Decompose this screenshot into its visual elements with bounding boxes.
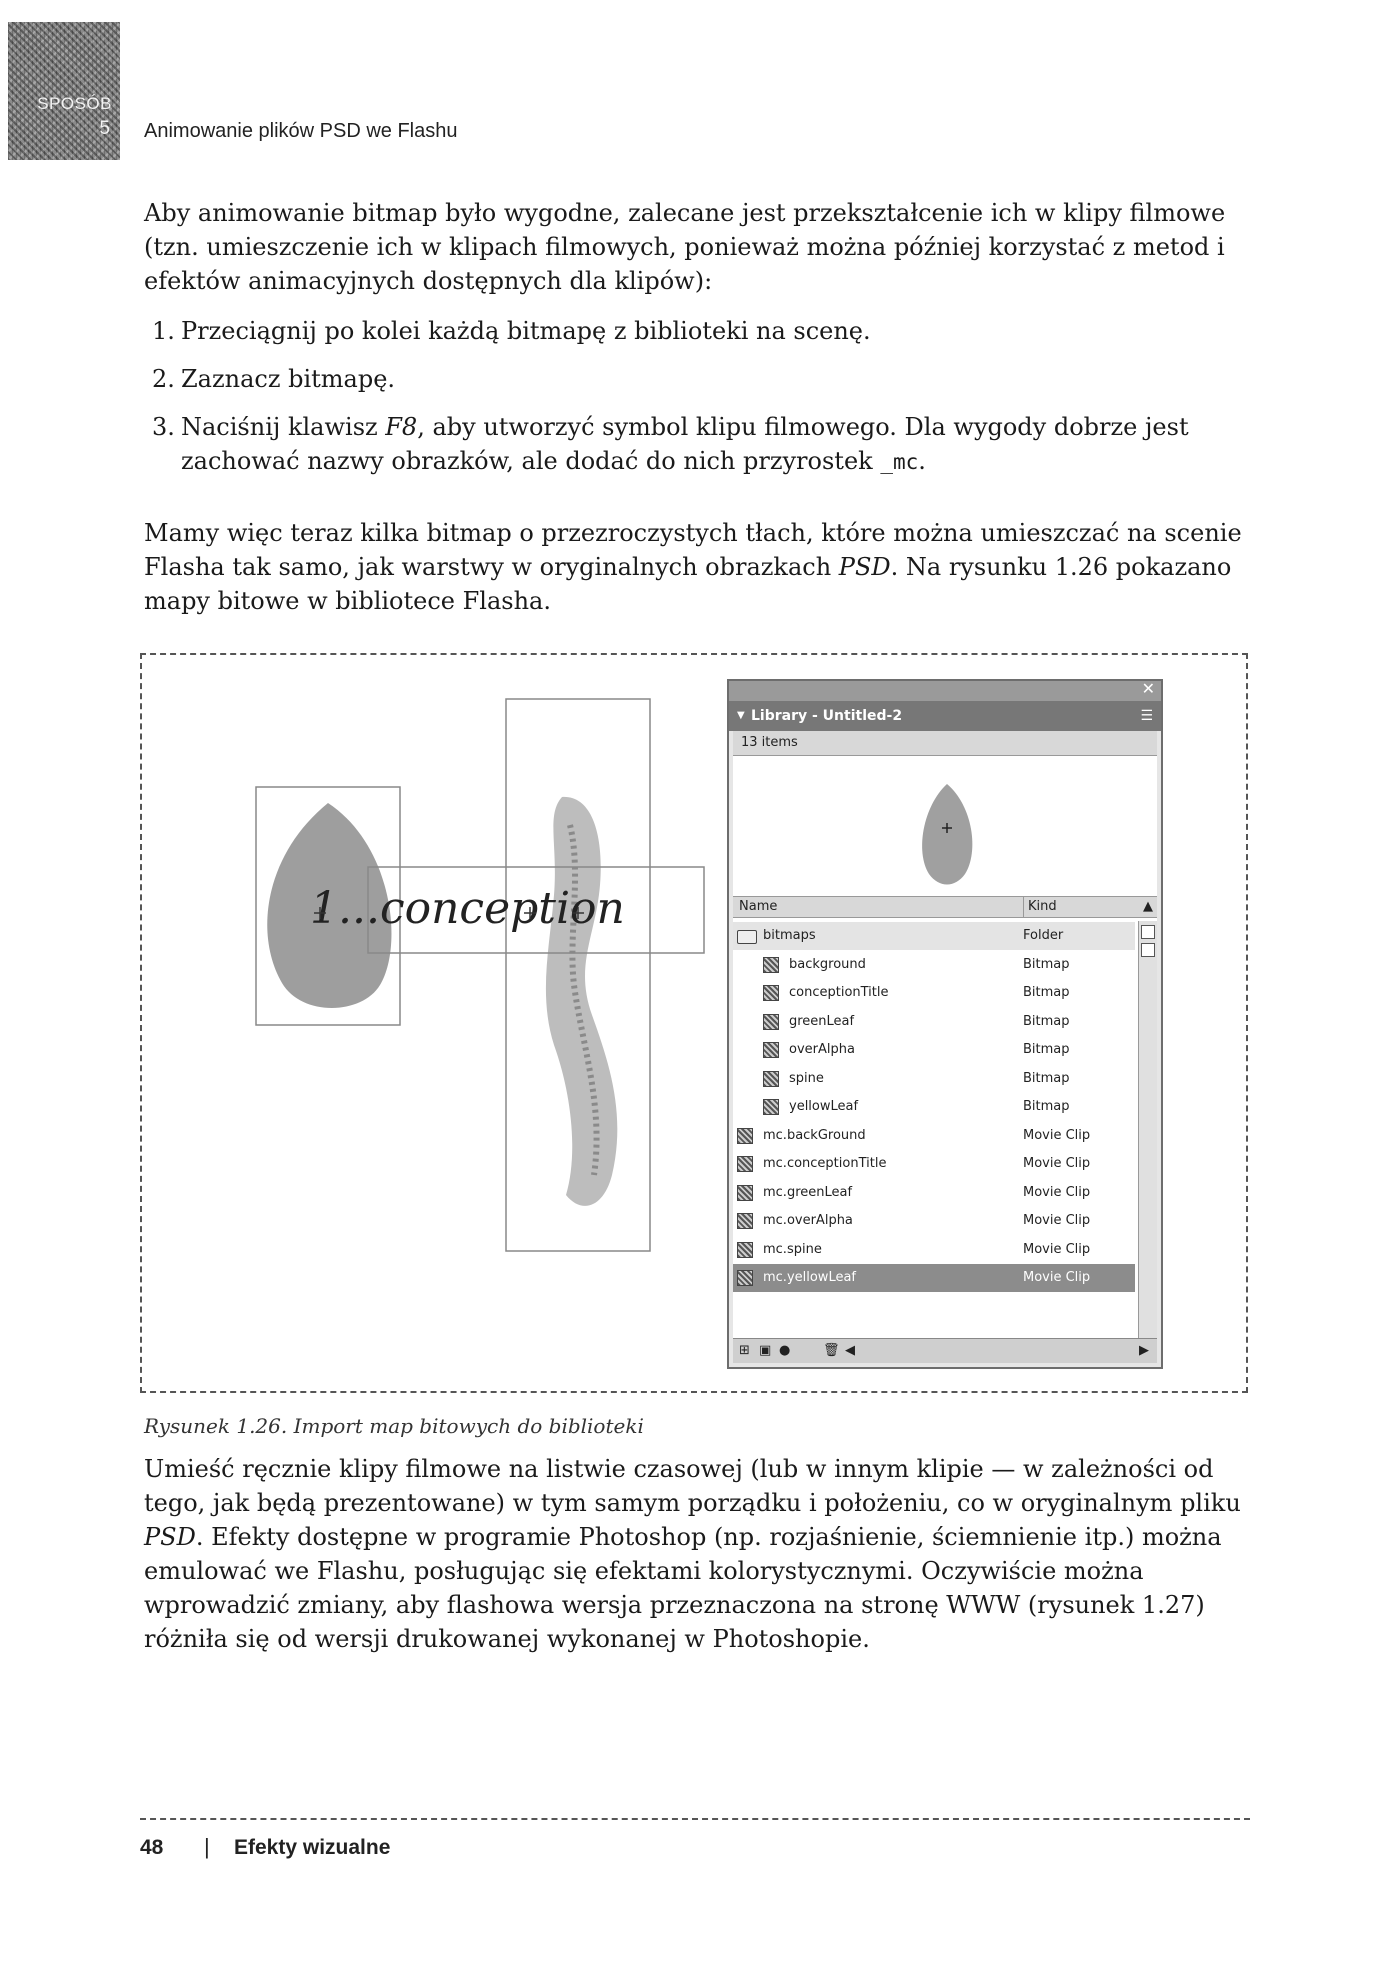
row-name: mc.greenLeaf xyxy=(763,1184,853,1200)
steps-list xyxy=(144,314,1254,493)
item-count: 13 items xyxy=(733,731,1157,756)
scroll-up-icon[interactable] xyxy=(1141,925,1155,939)
row-kind: Movie Clip xyxy=(1023,1241,1091,1257)
row-kind: Bitmap xyxy=(1023,1070,1070,1086)
delete-icon[interactable]: 🗑 xyxy=(823,1343,840,1358)
figure-1-26 xyxy=(140,653,1248,1393)
spine-shape xyxy=(546,797,617,1206)
conception-title: 1...conception xyxy=(310,883,625,934)
column-name[interactable]: Name xyxy=(739,899,778,914)
library-row[interactable] xyxy=(733,1207,1135,1235)
step-text-mid: , aby utworzyć symbol klipu filmowego. Dla wygody dobrze jest zachować nazwy obrazków, ale dodać do nich przyrostek xyxy=(181,413,1189,475)
library-row[interactable] xyxy=(733,1150,1135,1178)
figure-caption: Rysunek 1.26. Import map bitowych do biblioteki xyxy=(144,1414,644,1438)
row-kind: Movie Clip xyxy=(1023,1156,1091,1171)
row-kind: Folder xyxy=(1023,928,1064,943)
body-paragraph-2 xyxy=(144,516,1254,618)
movie-clip-icon xyxy=(737,1185,753,1201)
library-row[interactable] xyxy=(733,922,1135,950)
para2-text-end: . Na rysunku 1.26 pokazano mapy bitowe w bibliotece Flasha. xyxy=(144,553,1232,615)
running-title: Animowanie plików PSD we Flashu xyxy=(144,120,458,142)
library-row[interactable] xyxy=(733,1179,1135,1207)
library-row[interactable] xyxy=(733,1122,1135,1150)
symbol-preview xyxy=(733,756,1157,897)
library-row[interactable] xyxy=(733,1236,1135,1264)
scroll-left-icon[interactable]: ◀ xyxy=(845,1343,855,1358)
row-name: mc.backGround xyxy=(763,1127,866,1143)
preview-leaf-shape xyxy=(922,784,972,885)
close-icon[interactable]: ✕ xyxy=(1141,679,1155,698)
step-item xyxy=(144,362,1254,396)
library-row[interactable] xyxy=(733,951,1135,979)
step-text-post: . xyxy=(918,447,926,475)
column-headers xyxy=(733,897,1157,918)
row-name: greenLeaf xyxy=(789,1013,855,1029)
vertical-scrollbar[interactable] xyxy=(1138,921,1157,1341)
para2-text: Mamy więc teraz kilka bitmap o przezroczystych tłach, które można umieszczać na scenie Flasha tak samo, jak warstwy w oryginalnych obrazkach xyxy=(144,519,1242,581)
collapse-triangle-icon[interactable]: ▼ xyxy=(737,710,745,721)
step-number: 1. xyxy=(152,317,175,345)
bitmap-icon xyxy=(763,1014,779,1030)
library-row[interactable] xyxy=(733,979,1135,1007)
scroll-right-icon[interactable]: ▶ xyxy=(1139,1343,1149,1358)
library-row[interactable] xyxy=(733,1065,1135,1093)
folder-icon xyxy=(737,930,757,944)
library-row[interactable] xyxy=(733,1264,1135,1292)
movie-clip-icon xyxy=(737,1242,753,1258)
library-toolbar xyxy=(733,1338,1157,1363)
step-item xyxy=(144,410,1254,479)
row-name: overAlpha xyxy=(789,1042,855,1057)
row-name: bitmaps xyxy=(763,928,816,943)
movie-clip-icon xyxy=(737,1156,753,1172)
library-title: Library - Untitled-2 xyxy=(751,708,903,724)
para3-text-end: . Efekty dostępne w programie Photoshop (np. rozjaśnienie, ściemnienie itp.) można emulować we Flashu, posługując się efektami kolorystycznymi. Oczywiście można wprowadzić zmiany, aby flashowa wersja przeznaczona na stronę WWW (rysunek 1.27) różniła się od wersji drukowanej wykonanej w Photoshopie. xyxy=(144,1523,1222,1653)
para3-italic: PSD xyxy=(144,1523,196,1551)
row-name: mc.spine xyxy=(763,1241,822,1257)
library-titlebar xyxy=(729,681,1161,701)
library-row[interactable] xyxy=(733,1008,1135,1036)
step-text-pre: Naciśnij klawisz xyxy=(181,413,386,441)
body-paragraph-3 xyxy=(144,1452,1254,1656)
row-kind: Bitmap xyxy=(1023,1013,1070,1029)
row-kind: Movie Clip xyxy=(1023,1213,1091,1228)
row-kind: Movie Clip xyxy=(1023,1270,1091,1285)
bitmap-icon xyxy=(763,957,779,973)
library-row[interactable] xyxy=(733,1036,1135,1064)
new-folder-icon[interactable]: ▣ xyxy=(759,1343,772,1358)
bitmap-icon xyxy=(763,985,779,1001)
chapter-badge-label: SPOSÓB xyxy=(37,94,112,113)
movie-clip-icon xyxy=(737,1213,753,1229)
properties-icon[interactable]: ● xyxy=(779,1343,791,1358)
library-panel xyxy=(727,679,1163,1369)
bitmap-icon xyxy=(763,1099,779,1115)
key-name: F8 xyxy=(385,413,418,441)
movie-clip-icon xyxy=(737,1128,753,1144)
row-name: mc.yellowLeaf xyxy=(763,1270,856,1285)
para3-text: Umieść ręcznie klipy filmowe na listwie czasowej (lub w innym klipie — w zależności od tego, jak będą prezentowane) w tym samym porządku i położeniu, co w oryginalnym pliku xyxy=(144,1455,1241,1517)
intro-paragraph: Aby animowanie bitmap było wygodne, zalecane jest przekształcenie ich w klipy filmowe (tzn. umieszczenie ich w klipach filmowych, ponieważ można później korzystać z metod i efektów animacyjnych dostępnych dla klipów): xyxy=(144,199,1226,295)
movie-clip-icon xyxy=(737,1270,753,1286)
row-kind: Bitmap xyxy=(1023,985,1070,1000)
step-item xyxy=(144,314,1254,348)
row-kind: Bitmap xyxy=(1023,956,1070,972)
step-number: 2. xyxy=(152,365,175,393)
row-kind: Movie Clip xyxy=(1023,1184,1091,1200)
row-kind: Movie Clip xyxy=(1023,1127,1091,1143)
row-kind: Bitmap xyxy=(1023,1099,1070,1114)
row-kind: Bitmap xyxy=(1023,1042,1070,1057)
column-kind[interactable]: Kind xyxy=(1023,897,1057,917)
row-name: mc.conceptionTitle xyxy=(763,1156,887,1171)
page-number: 48 xyxy=(140,1836,164,1859)
chapter-badge xyxy=(8,22,120,160)
new-symbol-icon[interactable]: ⊞ xyxy=(739,1343,750,1358)
sort-arrow-icon[interactable]: ▲ xyxy=(1143,899,1153,914)
row-name: background xyxy=(789,956,866,972)
options-menu-icon[interactable]: ☰ xyxy=(1140,708,1153,724)
scroll-thumb-icon[interactable] xyxy=(1141,943,1155,957)
row-name: spine xyxy=(789,1070,824,1086)
bitmap-icon xyxy=(763,1071,779,1087)
library-items xyxy=(733,918,1157,1338)
row-name: mc.overAlpha xyxy=(763,1213,853,1228)
step-text: Przeciągnij po kolei każdą bitmapę z biblioteki na scenę. xyxy=(181,317,871,345)
library-header[interactable] xyxy=(729,701,1161,731)
footer-separator: | xyxy=(204,1834,210,1859)
row-name: yellowLeaf xyxy=(789,1099,859,1114)
row-name: conceptionTitle xyxy=(789,985,889,1000)
bitmap-icon xyxy=(763,1042,779,1058)
step-number: 3. xyxy=(152,413,175,441)
chapter-badge-number: 5 xyxy=(99,118,110,139)
library-row[interactable] xyxy=(733,1093,1135,1121)
section-title: Efekty wizualne xyxy=(234,1836,391,1859)
step-text: Zaznacz bitmapę. xyxy=(181,365,396,393)
footer-rule xyxy=(140,1818,1250,1820)
para2-italic: PSD xyxy=(838,553,891,581)
suffix-code: _mc xyxy=(880,450,919,474)
